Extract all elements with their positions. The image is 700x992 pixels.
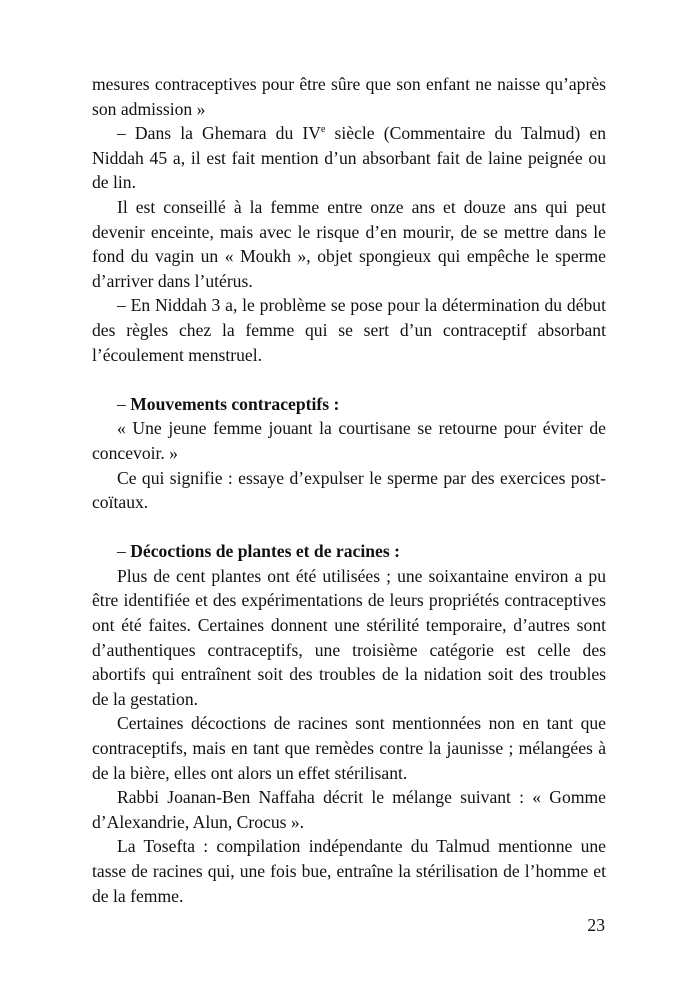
- paragraph-niddah: – En Niddah 3 a, le problème se pose pour la détermination du début des règles chez la femme qui se sert d’un contraceptif absorbant l’écoulement menstruel.: [92, 295, 606, 365]
- paragraph-racines: Certaines décoctions de racines sont mentionnées non en tant que contraceptifs, mais en tant que remèdes contre la jaunisse ; mélangées à de la bière, elles ont alors un effet stérilisant.: [92, 713, 606, 783]
- paragraph-expulser: Ce qui signifie : essaye d’expulser le sperme par des exercices post-coïtaux.: [92, 467, 606, 513]
- heading-mouvements-text: Mouvements contraceptifs :: [130, 393, 340, 414]
- heading-decoctions-text: Décoctions de plantes et de racines :: [130, 541, 400, 562]
- paragraph-ghemara-rest: siècle (Commentaire du Talmud) en Niddah 45 a, il est fait mention d’un absorbant fait de laine peignée ou de lin.: [92, 123, 606, 193]
- paragraph-courtisane: « Une jeune femme jouant la courtisane se retourne pour éviter de concevoir. »: [92, 418, 606, 463]
- paragraph-continuation: mesures contraceptives pour être sûre que son enfant ne naisse qu’après son admission »: [92, 74, 606, 119]
- heading-dash: –: [117, 393, 131, 414]
- heading-dash: –: [117, 541, 131, 562]
- paragraph-ghemara: [92, 121, 606, 195]
- paragraph-rabbi: Rabbi Joanan-Ben Naffaha décrit le mélange suivant : « Gomme d’Alexandrie, Alun, Crocus ».: [92, 787, 606, 832]
- heading-decoctions: [92, 539, 606, 564]
- heading-mouvements: [92, 392, 606, 417]
- paragraph-plantes: Plus de cent plantes ont été utilisées ; une soixantaine environ a pu être identifiée et des expérimentations de leurs propriétés contraceptives ont été faites. Certaines donnent une stérilité temporaire, d’autres sont d’authentiques contraceptifs, une troisième catégorie est celle des abortifs qui entraînent soit des troubles de la nidation soit des troubles de la gestation.: [92, 565, 606, 709]
- superscript-e: e: [320, 124, 326, 136]
- section-gap: [92, 367, 606, 392]
- paragraph-ghemara-start: – Dans la Ghemara du IV: [117, 123, 321, 144]
- paragraph-moukh: Il est conseillé à la femme entre onze ans et douze ans qui peut devenir enceinte, mais avec le risque d’en mourir, de se mettre dans le fond du vagin un « Moukh », objet spongieux qui empêche le sperme d’arriver dans l’utérus.: [92, 196, 606, 291]
- page-number: 23: [587, 915, 605, 935]
- paragraph-tosefta: La Tosefta : compilation indépendante du Talmud mentionne une tasse de racines qui, une fois bue, entraîne la stérilisation de l’homme et de la femme.: [92, 836, 606, 906]
- page-body: [92, 72, 606, 908]
- section-gap: [92, 515, 606, 540]
